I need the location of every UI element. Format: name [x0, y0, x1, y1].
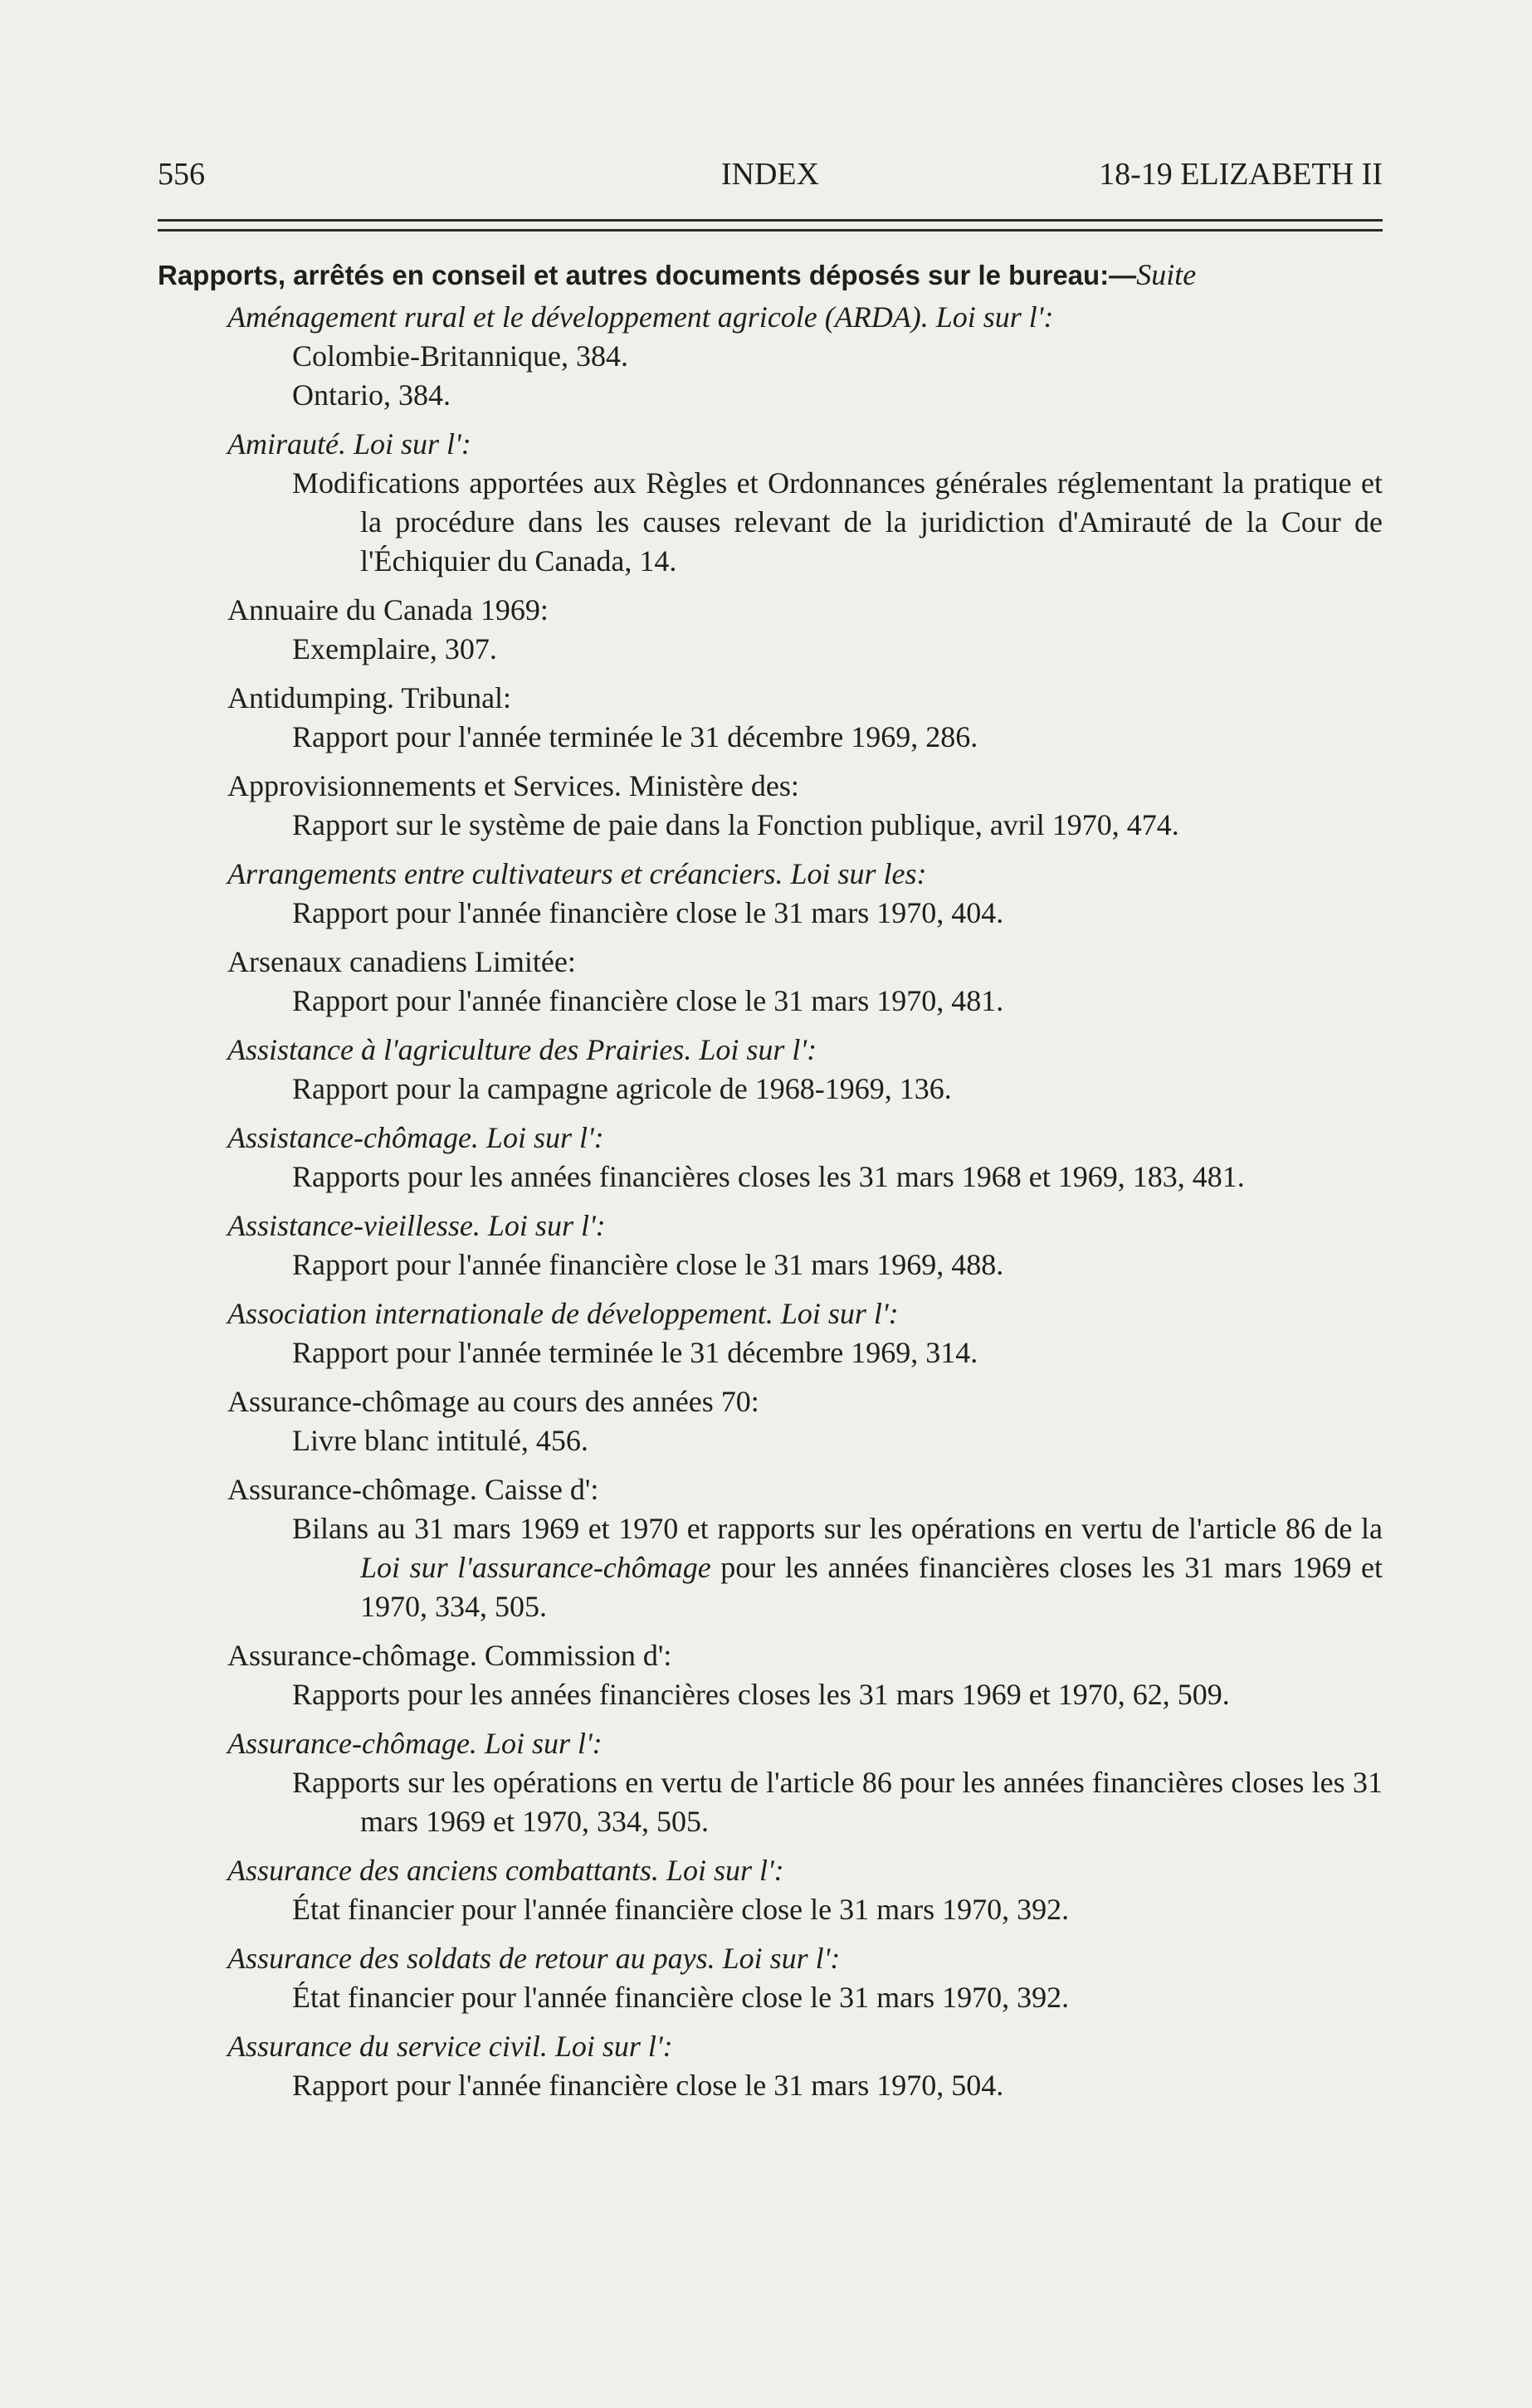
entry-item: Rapport pour l'année financière close le 31 mars 1969, 488.: [292, 1248, 1004, 1281]
index-entry: [227, 1382, 1383, 1460]
index-entry: [227, 2027, 1383, 2105]
entry-topic: Arsenaux canadiens Limitée:: [227, 945, 576, 978]
entry-topic: Association internationale de développement. Loi sur l':: [227, 1297, 899, 1330]
entry-item: Exemplaire, 307.: [292, 632, 497, 665]
entry-topic: Assurance-chômage. Caisse d':: [227, 1473, 599, 1506]
index-entries: [158, 298, 1383, 2105]
entry-topic: Assurance des anciens combattants. Loi sur l':: [227, 1854, 784, 1887]
entry-item: Rapport pour l'année terminée le 31 décembre 1969, 286.: [292, 720, 978, 753]
entry-item: État financier pour l'année financière close le 31 mars 1970, 392.: [292, 1893, 1070, 1926]
entry-item: État financier pour l'année financière close le 31 mars 1970, 392.: [292, 1981, 1070, 2014]
entry-topic: Assurance-chômage au cours des années 70:: [227, 1385, 759, 1418]
entry-topic: Approvisionnements et Services. Ministère des:: [227, 769, 799, 802]
index-entry: [227, 1119, 1383, 1197]
entry-item: Rapport pour l'année financière close le 31 mars 1970, 481.: [292, 984, 1004, 1017]
index-entry: [227, 1636, 1383, 1714]
section-heading: [158, 256, 1383, 295]
running-title: INDEX: [720, 157, 820, 192]
entry-item: Rapport pour l'année financière close le 31 mars 1970, 404.: [292, 896, 1004, 929]
entry-item: Rapport sur le système de paie dans la Fonction publique, avril 1970, 474.: [292, 808, 1179, 841]
entry-item: Rapport pour l'année financière close le 31 mars 1970, 504.: [292, 2069, 1004, 2102]
entry-item: Rapports pour les années financières closes les 31 mars 1968 et 1969, 183, 481.: [292, 1160, 1245, 1193]
page-number: 556: [158, 157, 205, 192]
entry-topic: Annuaire du Canada 1969:: [227, 593, 549, 626]
entry-item: Rapport pour l'année terminée le 31 décembre 1969, 314.: [292, 1336, 978, 1369]
entry-topic: Assurance des soldats de retour au pays. Loi sur l':: [227, 1942, 841, 1975]
header-rule-top: [158, 219, 1383, 222]
entry-item: Rapport pour la campagne agricole de 1968-1969, 136.: [292, 1072, 952, 1105]
entry-topic: Arrangements entre cultivateurs et créanciers. Loi sur les:: [227, 857, 927, 890]
index-entry: [227, 855, 1383, 933]
index-entry: [227, 1724, 1383, 1841]
entry-topic: Assistance à l'agriculture des Prairies. Loi sur l':: [227, 1033, 817, 1066]
header-rule-bottom: [158, 229, 1383, 232]
page-header: [158, 156, 1383, 202]
index-entry: [227, 943, 1383, 1021]
entry-item: Rapports sur les opérations en vertu de l'article 86 pour les années financières closes les 31 mars 1969 et 1970, 334, 505.: [292, 1766, 1383, 1838]
index-content: [158, 256, 1383, 2105]
entry-topic: Amirauté. Loi sur l':: [227, 427, 471, 461]
entry-topic: Assurance-chômage. Loi sur l':: [227, 1727, 603, 1760]
volume-label: 18-19 ELIZABETH II: [1099, 157, 1383, 192]
index-entry: [227, 767, 1383, 845]
entry-topic: Assistance-vieillesse. Loi sur l':: [227, 1209, 606, 1242]
entry-item: Colombie-Britannique, 384.: [292, 339, 628, 373]
entry-item: Ontario, 384.: [292, 378, 451, 412]
entry-topic: Assurance du service civil. Loi sur l':: [227, 2030, 673, 2063]
index-entry: [227, 679, 1383, 757]
entry-topic: Aménagement rural et le développement agricole (ARDA). Loi sur l':: [227, 300, 1054, 334]
index-entry: [227, 591, 1383, 669]
section-heading-suite: Suite: [1136, 258, 1197, 291]
entry-topic: Assistance-chômage. Loi sur l':: [227, 1121, 604, 1154]
index-entry: [227, 1206, 1383, 1284]
index-entry: [227, 1851, 1383, 1929]
entry-topic: Antidumping. Tribunal:: [227, 681, 512, 714]
entry-item: Livre blanc intitulé, 456.: [292, 1424, 588, 1457]
index-entry: [227, 1294, 1383, 1372]
index-entry: [227, 1470, 1383, 1626]
entry-item: Modifications apportées aux Règles et Ordonnances générales réglementant la pratique et la procédure dans les causes relevant de la juridiction d'Amirauté de la Cour de l'Échiquier du Canada, 14.: [292, 466, 1383, 578]
entry-item: Rapports pour les années financières closes les 31 mars 1969 et 1970, 62, 509.: [292, 1678, 1230, 1711]
index-entry: [227, 425, 1383, 581]
index-entry: [227, 1939, 1383, 2017]
section-heading-text: Rapports, arrêtés en conseil et autres documents déposés sur le bureau:—: [158, 260, 1137, 290]
index-entry: [227, 1031, 1383, 1109]
entry-topic: Assurance-chômage. Commission d':: [227, 1639, 672, 1672]
entry-item: Bilans au 31 mars 1969 et 1970 et rapports sur les opérations en vertu de l'article 86 de la Loi sur l'assurance-chômage pour les années financières closes les 31 mars 1969 et 1970, 334, 505.: [292, 1512, 1383, 1623]
index-entry: [227, 298, 1383, 415]
